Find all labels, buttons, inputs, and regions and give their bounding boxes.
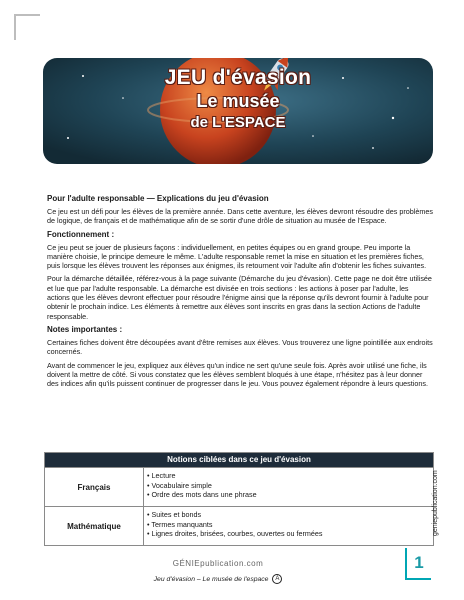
fonctionnement-paragraph-2: Pour la démarche détaillée, référez-vous à la page suivante (Démarche du jeu d'évasion). Cette page ne doit être utilisée et lue que par l'adulte responsable. La démarche est divisée en trois sections : les actions à poser par l'adulte, les actions que les élèves devront effectuer pour résoudre l'énigme ainsi que la réponse qu'ils devront fournir à l'adulte pour obtenir le prochain indice. Les éléments à remettre aux élèves sont inscrits en gras dans la section Actions de l'adulte responsable. xyxy=(47,274,432,321)
intro-paragraph: Ce jeu est un défi pour les élèves de la première année. Dans cette aventure, les élèves devront résoudre des problèmes de logique, de français et de mathématique afin de se sortir d'une drôle de situation au musée de l'Espace. xyxy=(47,207,433,226)
title-line-2: Le musée xyxy=(196,91,280,111)
page-number: 1 xyxy=(405,548,431,580)
table-row xyxy=(45,467,433,506)
notions-table-header: Notions ciblées dans ce jeu d'évasion xyxy=(45,453,433,467)
notes-paragraph-2: Avant de commencer le jeu, expliquez aux élèves qu'un indice ne sert qu'une seule fois. Après avoir utilisé une fiche, ils doivent la mettre de côté. Si vous constatez que les élèves semblent bloqués à une étape, n'hésitez pas à leur donner des indices afin qu'ils puissent continuer de progresser dans le jeu. Vous pouvez également répondre à leurs questions. xyxy=(47,360,428,389)
version-badge: A xyxy=(272,574,282,584)
table-row xyxy=(45,506,433,545)
footer-caption-text: Jeu d'évasion – Le musée de l'espace xyxy=(153,575,269,583)
fonctionnement-paragraph-1: Ce jeu peut se jouer de plusieurs façons : individuellement, en petites équipes ou en grand groupe. Peu importe la manière choisie, le principe demeure le même. L'adulte responsable remet la mise en situation et les premières fiches, puis lorsque les élèves trouvent les réponses aux énigmes, ils retournent voir l'adulte afin d'obtenir les fiches suivantes. xyxy=(47,242,427,271)
list-item: • Lignes droites, brisées, courbes, ouvertes ou fermées xyxy=(147,529,323,538)
notion-items xyxy=(144,507,433,545)
list-item: • Suites et bonds xyxy=(147,510,202,519)
subject-label: Mathématique xyxy=(45,507,144,545)
fonctionnement-heading: Fonctionnement : xyxy=(47,229,115,239)
publisher-logo: GÉNIEpublication.com xyxy=(172,559,264,568)
notes-heading: Notes importantes : xyxy=(47,324,123,334)
footer-caption xyxy=(138,574,298,584)
intro-heading: Pour l'adulte responsable — Explications du jeu d'évasion xyxy=(47,194,269,203)
subject-label: Français xyxy=(45,468,144,506)
list-item: • Termes manquants xyxy=(147,519,213,529)
notion-items xyxy=(144,468,433,506)
notes-paragraph-1: Certaines fiches doivent être découpées avant d'être remises aux élèves. Vous trouverez une ligne pointillée aux endroits concernés. xyxy=(47,337,433,357)
corner-bracket xyxy=(14,14,40,40)
instructions-body xyxy=(47,194,433,392)
list-item: • Ordre des mots dans une phrase xyxy=(147,490,257,499)
title-line-3: de L'ESPACE xyxy=(190,114,286,131)
notions-table xyxy=(44,452,434,546)
list-item: • Lecture xyxy=(147,471,176,480)
title-banner xyxy=(43,58,433,164)
title-line-1: JEU d'évasion xyxy=(164,66,312,89)
list-item: • Vocabulaire simple xyxy=(147,480,212,490)
side-website: geniepublication.com xyxy=(432,470,439,536)
